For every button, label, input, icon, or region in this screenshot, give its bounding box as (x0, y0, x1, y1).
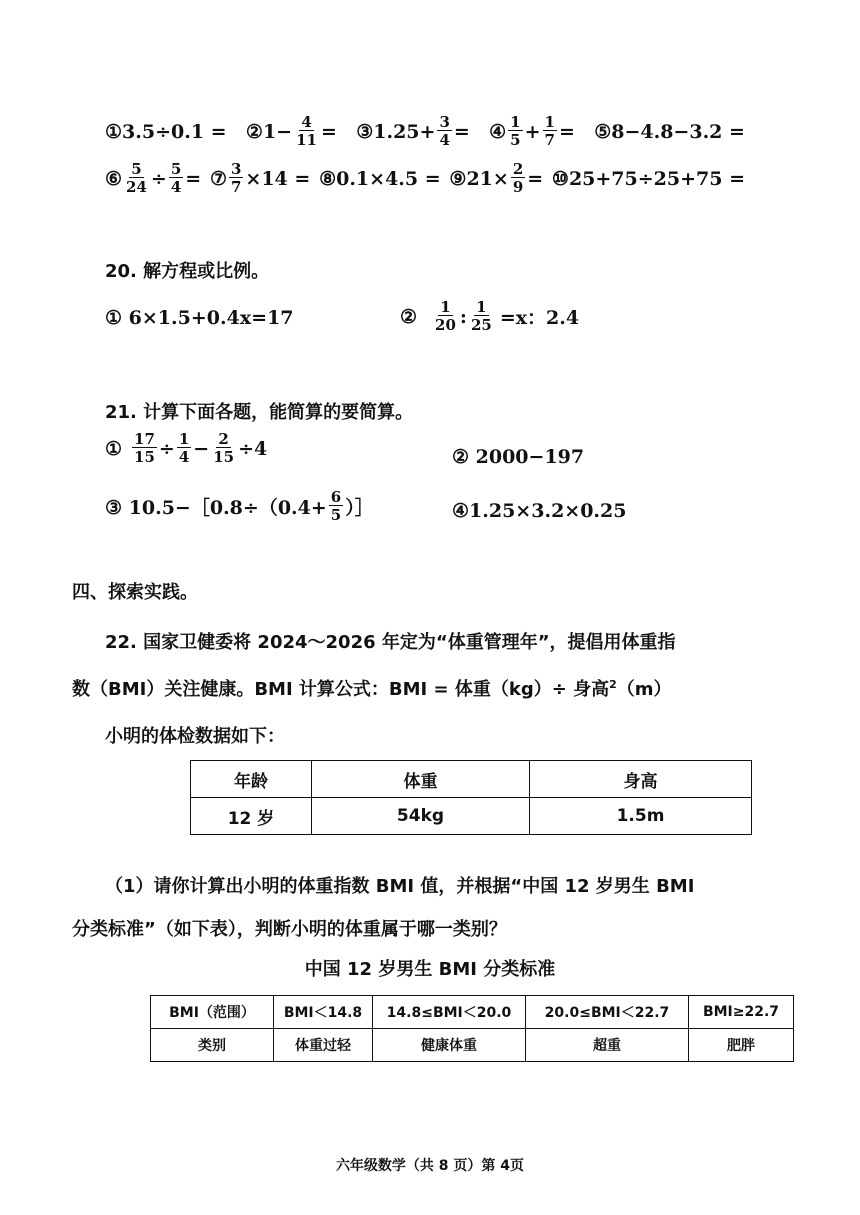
q21-problem-1-post: ÷4 (238, 437, 268, 460)
denominator: 4 (178, 448, 190, 466)
denominator: 4 (170, 178, 182, 196)
fraction (508, 115, 522, 148)
q19-item-8: ⑧0.1×4.5 = (319, 167, 441, 190)
table-header-cell: 身高 (530, 761, 752, 798)
q19-item-1: ①3.5÷0.1 = (105, 120, 227, 143)
section-4-title: 四、探索实践。 (72, 582, 198, 603)
table-cell: BMI＜14.8 (274, 996, 373, 1029)
q21-title: 21. 计算下面各题，能简算的要简算。 (105, 402, 414, 423)
numerator: 2 (218, 430, 229, 448)
fraction (169, 162, 183, 195)
q22-line-2 (72, 675, 672, 701)
q19-item-4-post: = (558, 120, 575, 143)
fraction (437, 115, 451, 148)
numerator: 17 (134, 430, 155, 448)
q19-item-10: ⑩25+75÷25+75 = (551, 167, 745, 190)
q21-problem-2: ② 2000−197 (452, 446, 585, 468)
q22-sub1-line-2: 分类标准”（如下表），判断小明的体重属于哪一类别？ (72, 919, 507, 940)
q20-equation-2 (400, 300, 579, 333)
numerator: 6 (330, 488, 342, 506)
table-cell: 超重 (526, 1029, 689, 1062)
fraction (294, 115, 319, 148)
denominator: 5 (510, 131, 521, 149)
q22-line-1: 22. 国家卫健委将 2024～2026 年定为“体重管理年”，提倡用体重指 (105, 632, 676, 653)
numerator: 1 (510, 113, 521, 131)
q19-item-3-post: = (453, 120, 470, 143)
numerator: 4 (301, 113, 312, 131)
q21-problem-1 (105, 432, 267, 465)
table-row (191, 798, 752, 835)
denominator: 5 (330, 506, 342, 524)
q19-item-9-post: = (527, 167, 544, 190)
q19-item-6-op: ÷ (150, 167, 167, 190)
denominator: 20 (435, 316, 456, 334)
q19-item-2-pre: ②1− (245, 120, 293, 143)
fraction (177, 432, 191, 465)
table-cell: 54kg (312, 798, 530, 835)
fraction (433, 300, 458, 333)
q19-item-9 (449, 162, 543, 195)
table-header-cell: 年龄 (191, 761, 312, 798)
q19-item-2 (246, 115, 337, 148)
table-cell: 类别 (151, 1029, 274, 1062)
table-cell: 体重过轻 (274, 1029, 373, 1062)
numerator: 1 (544, 113, 555, 131)
numerator: 5 (170, 160, 182, 178)
table-cell: 1.5m (530, 798, 752, 835)
q20-equation-1: ① 6×1.5+0.4x=17 (105, 307, 294, 329)
q21-problem-3-pre: ③ 10.5−［0.8÷（0.4+ (105, 497, 327, 519)
denominator: 15 (213, 448, 235, 466)
denominator: 24 (126, 178, 147, 196)
fraction (469, 300, 494, 333)
q19-item-3 (356, 115, 470, 148)
q19-item-7-post: ×14 = (245, 167, 311, 190)
denominator: 7 (230, 178, 242, 196)
denominator: 25 (470, 316, 492, 334)
ratio-colon: : (459, 305, 467, 328)
table-cell: 12 岁 (191, 798, 312, 835)
fraction (211, 432, 236, 465)
table-cell: BMI（范围） (151, 996, 274, 1029)
operator: ÷ (158, 437, 175, 460)
q22-line-2-pre: 数（BMI）关注健康。BMI 计算公式：BMI = 体重（kg）÷ 身高 (72, 679, 610, 700)
q19-item-6-pre: ⑥ (105, 167, 123, 190)
table-cell: 20.0≤BMI＜22.7 (526, 996, 689, 1029)
operator: − (193, 437, 210, 460)
table-cell: BMI≥22.7 (689, 996, 794, 1029)
q19-item-5: ⑤8−4.8−3.2 = (594, 120, 745, 143)
q19-item-3-pre: ③1.25+ (356, 120, 436, 143)
q22-line-2-post: （m） (616, 679, 672, 700)
q22-sub1-line-1: （1）请你计算出小明的体重指数 BMI 值，并根据“中国 12 岁男生 BMI (105, 876, 695, 897)
bmi-table-title: 中国 12 岁男生 BMI 分类标准 (304, 959, 556, 980)
q21-problem-3-post: ）］ (345, 497, 374, 519)
q19-item-4 (489, 115, 575, 148)
numerator: 1 (440, 298, 451, 316)
table-header-cell: 体重 (312, 761, 530, 798)
page-footer: 六年级数学（共 8 页）第 4页 (335, 1158, 525, 1174)
numerator: 1 (178, 430, 190, 448)
fraction (543, 115, 557, 148)
numerator: 5 (131, 160, 142, 178)
table-row (151, 1029, 794, 1062)
table-cell: 健康体重 (373, 1029, 526, 1062)
table-header-row (191, 761, 752, 798)
q19-item-9-pre: ⑨21× (449, 167, 509, 190)
fraction (132, 432, 157, 465)
table-row (151, 996, 794, 1029)
q20-equation-2-pre: ② (400, 305, 418, 328)
q19-row1 (105, 115, 745, 148)
fraction (329, 490, 343, 523)
q19-item-2-post: = (320, 120, 337, 143)
q19-row2 (105, 162, 745, 195)
denominator: 4 (439, 131, 450, 149)
q20-title: 20. 解方程或比例。 (105, 261, 270, 282)
checkup-data-table (190, 760, 752, 835)
q20-equation-2-post: =x：2.4 (499, 307, 580, 329)
q19-item-6-post: = (185, 167, 202, 190)
q19-item-4-pre: ④ (489, 120, 507, 143)
q21-problem-1-pre: ① (105, 437, 123, 460)
superscript: 2 (609, 678, 617, 691)
table-cell: 14.8≤BMI＜20.0 (373, 996, 526, 1029)
denominator: 7 (544, 131, 555, 149)
q21-problem-3 (105, 490, 374, 523)
fraction (229, 162, 243, 195)
numerator: 1 (476, 298, 487, 316)
denominator: 11 (296, 131, 317, 149)
numerator: 2 (512, 160, 524, 178)
denominator: 15 (134, 448, 155, 466)
fraction (511, 162, 525, 195)
q19-item-7-pre: ⑦ (209, 167, 227, 190)
denominator: 9 (512, 178, 524, 196)
bmi-standard-table (150, 995, 794, 1062)
q19-item-4-op: + (524, 120, 541, 143)
numerator: 3 (230, 160, 242, 178)
fraction (124, 162, 149, 195)
q19-item-7 (210, 162, 310, 195)
q21-problem-4: ④1.25×3.2×0.25 (452, 500, 627, 522)
numerator: 3 (439, 113, 450, 131)
table-cell: 肥胖 (689, 1029, 794, 1062)
q19-item-6 (105, 162, 201, 195)
q22-line-3: 小明的体检数据如下： (105, 726, 285, 747)
